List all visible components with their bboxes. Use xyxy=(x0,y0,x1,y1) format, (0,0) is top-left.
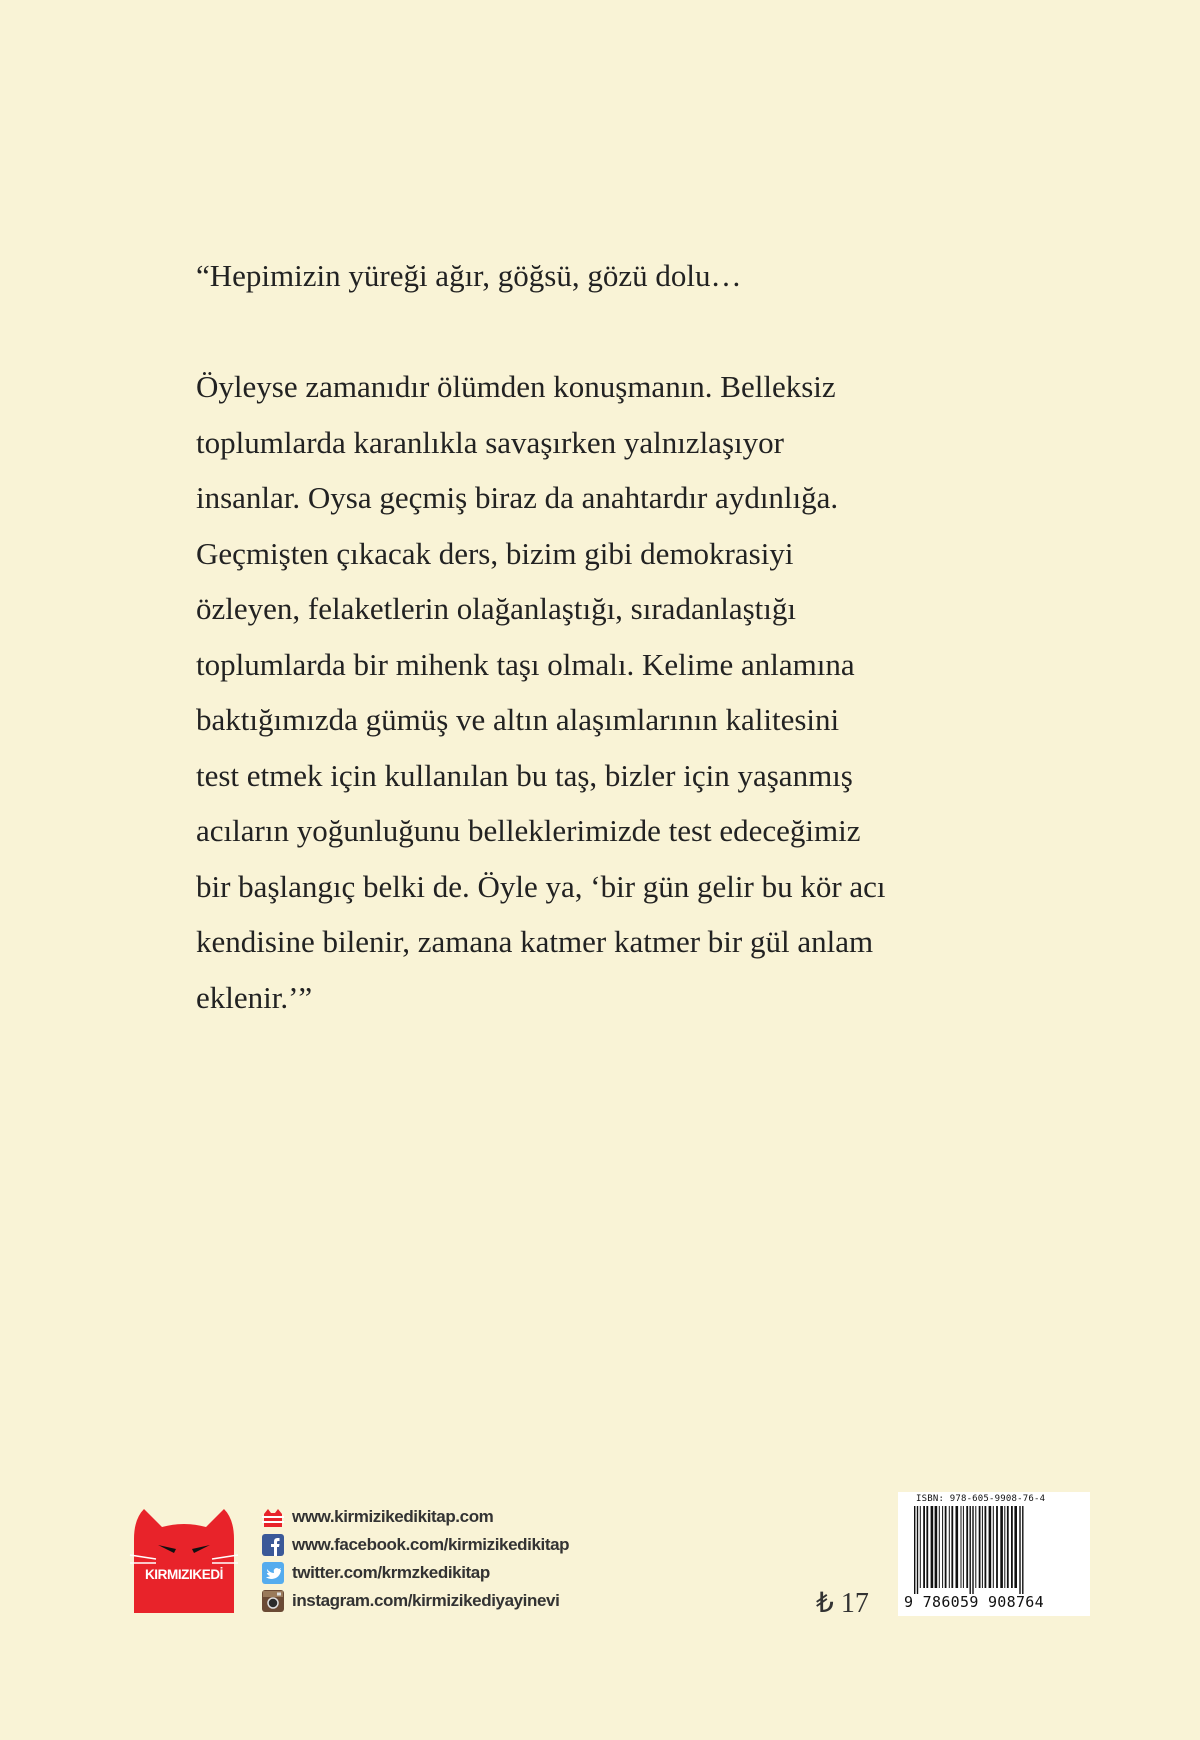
instagram-link[interactable] xyxy=(262,1587,569,1615)
blurb-line-4: toplumlarda karanlıkla savaşırken yalnızlaşıyor xyxy=(196,424,784,460)
website-link[interactable] xyxy=(262,1503,569,1531)
blurb-line-7: özleyen, felaketlerin olağanlaştığı, sıradanlaştığı xyxy=(196,591,796,626)
isbn-label: ISBN: 978-605-9908-76-4 xyxy=(916,1494,1046,1504)
blurb-line-8: toplumlarda bir mihenk taşı olmalı. Kelime anlamına xyxy=(196,646,855,682)
instagram-link-text: instagram.com/kirmizikediyayinevi xyxy=(292,1591,560,1610)
website-link-text: www.kirmizikedikitap.com xyxy=(292,1507,494,1526)
blurb-line-12: bir başlangıç belki de. Öyle ya, ‘bir gün gelir bu kör acı xyxy=(196,868,886,904)
blurb-paragraph-gap xyxy=(196,304,1076,360)
blurb-line-1: “Hepimizin yüreği ağır, göğsü, gözü dolu… xyxy=(196,258,742,293)
isbn-barcode xyxy=(898,1492,1090,1616)
blurb-line-9: baktığımızda gümüş ve altın alaşımlarının kalitesini xyxy=(196,702,840,737)
publisher-links xyxy=(262,1503,569,1615)
twitter-link[interactable] xyxy=(262,1559,569,1587)
publisher-logo xyxy=(128,1505,240,1613)
facebook-link[interactable] xyxy=(262,1531,569,1559)
twitter-link-text: twitter.com/krmzkedikitap xyxy=(292,1563,490,1582)
twitter-icon xyxy=(262,1562,284,1584)
instagram-icon xyxy=(262,1590,284,1612)
blurb-line-14: eklenir.’” xyxy=(196,979,313,1015)
facebook-link-text: www.facebook.com/kirmizikedikitap xyxy=(292,1535,570,1554)
kirmizikedi-site-icon xyxy=(262,1506,284,1528)
blurb-line-6: Geçmişten çıkacak ders, bizim gibi demokrasiyi xyxy=(196,535,794,571)
red-cat-icon xyxy=(128,1505,240,1613)
publisher-name: KIRMIZIKEDİ xyxy=(144,1567,224,1582)
back-cover-blurb xyxy=(196,248,1076,1025)
blurb-line-10: test etmek için kullanılan bu taş, bizler için yaşanmış xyxy=(196,757,853,793)
barcode-digits: 9 786059 908764 xyxy=(904,1593,1044,1611)
blurb-line-3: Öyleyse zamanıdır ölümden konuşmanın. Belleksiz xyxy=(196,369,836,404)
blurb-line-13: kendisine bilenir, zamana katmer katmer bir gül anlam xyxy=(196,924,874,959)
price-label: ₺ 17 xyxy=(816,1588,869,1619)
blurb-line-5: insanlar. Oysa geçmiş biraz da anahtardır aydınlığa. xyxy=(196,480,839,515)
barcode-bars xyxy=(912,1506,1076,1594)
facebook-icon xyxy=(262,1534,284,1556)
blurb-line-11: acıların yoğunluğunu belleklerimizde test edeceğimiz xyxy=(196,813,861,848)
